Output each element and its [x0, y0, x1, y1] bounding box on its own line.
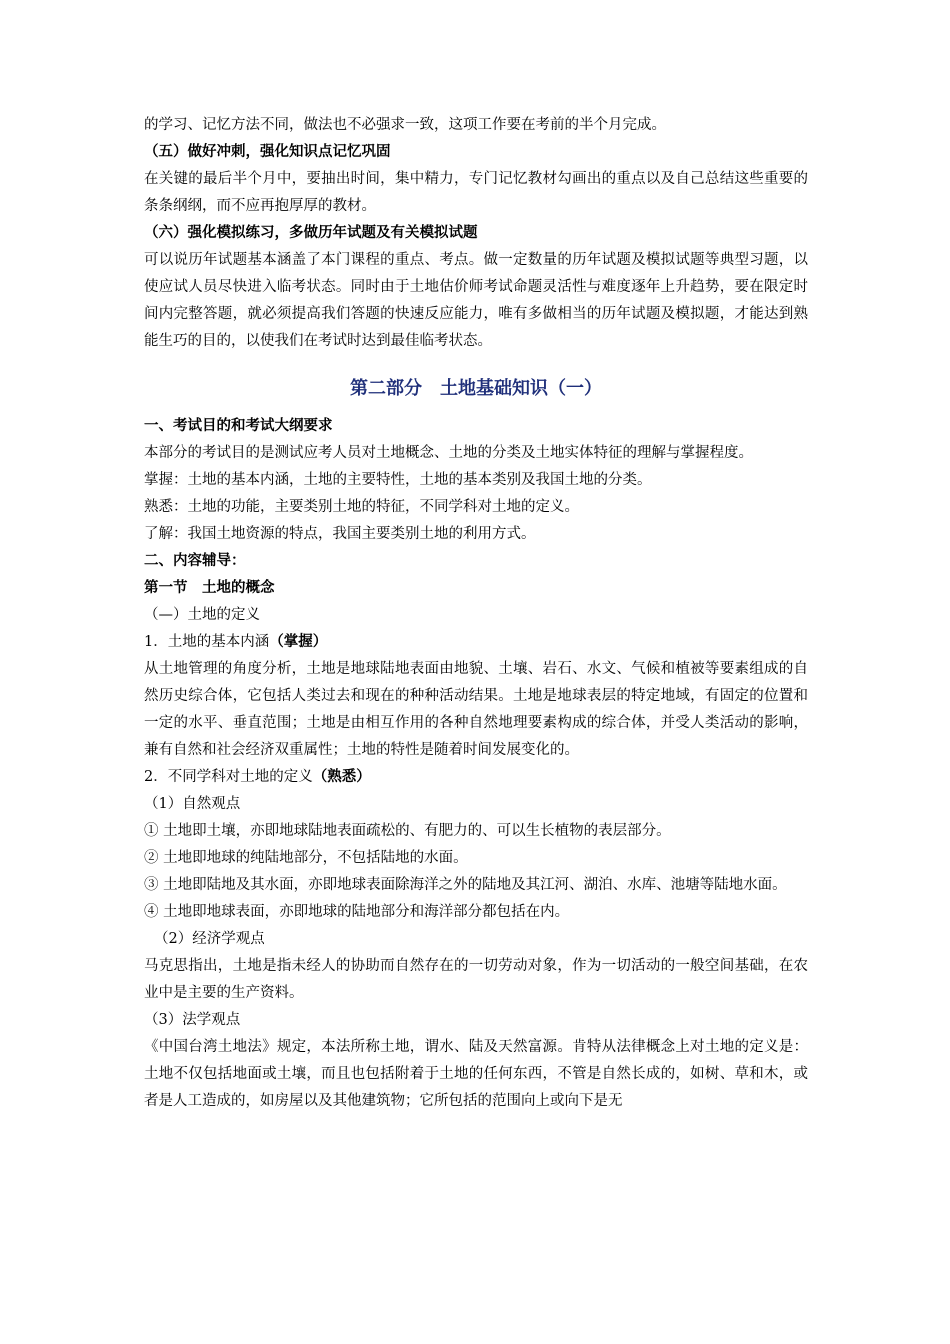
section-heading: 一、考试目的和考试大纲要求	[144, 418, 333, 434]
paragraph: 的学习、记忆方法不同，做法也不必强求一致，这项工作要在考前的半个月完成。	[144, 117, 666, 133]
heading-five: （五）做好冲刺，强化知识点记忆巩固	[144, 144, 391, 160]
viewpoint-heading: （1）自然观点	[144, 796, 241, 812]
item-title: 2．不同学科对土地的定义	[144, 769, 313, 785]
document-page	[144, 112, 808, 1115]
item-heading	[144, 629, 808, 656]
item-heading	[144, 764, 808, 791]
list-item: ④ 土地即地球表面，亦即地球的陆地部分和海洋部分都包括在内。	[144, 904, 570, 920]
requirement-master: 掌握：土地的基本内涵，土地的主要特性，土地的基本类别及我国土地的分类。	[144, 472, 652, 488]
list-item: ② 土地即地球的纯陆地部分，不包括陆地的水面。	[144, 850, 468, 866]
paragraph: 本部分的考试目的是测试应考人员对土地概念、土地的分类及土地实体特征的理解与掌握程度。	[144, 445, 753, 461]
section-heading: 二、内容辅导：	[144, 553, 246, 569]
viewpoint-heading: （3）法学观点	[144, 1012, 241, 1028]
paragraph: 《中国台湾土地法》规定，本法所称土地，谓水、陆及天然富源。肯特从法律概念上对土地的定义是：土地不仅包括地面或土壤，而且也包括附着于土地的任何东西，不管是自然长成的，如树、草和木，或者是人工造成的，如房屋以及其他建筑物；它所包括的范围向上或向下是无	[144, 1039, 808, 1109]
list-item: ③ 土地即陆地及其水面，亦即地球表面除海洋之外的陆地及其江河、湖泊、水库、池塘等陆地水面。	[144, 877, 787, 893]
item-tag: （熟悉）	[312, 769, 371, 785]
item-tag: （掌握）	[269, 634, 328, 650]
heading-six: （六）强化模拟练习，多做历年试题及有关模拟试题	[144, 225, 478, 241]
part-title: 第二部分 土地基础知识（一）	[350, 378, 602, 399]
chapter-heading: 第一节 土地的概念	[144, 580, 275, 596]
requirement-familiar: 熟悉：土地的功能，主要类别土地的特征，不同学科对土地的定义。	[144, 499, 579, 515]
paragraph: 从土地管理的角度分析，土地是地球陆地表面由地貌、土壤、岩石、水文、气候和植被等要素组成的自然历史综合体，它包括人类过去和现在的种种活动结果。土地是地球表层的特定地域，有固定的位置和一定的水平、垂直范围；土地是由相互作用的各种自然地理要素构成的综合体，并受人类活动的影响，兼有自然和社会经济双重属性；土地的特性是随着时间发展变化的。	[144, 661, 808, 758]
paragraph: 可以说历年试题基本涵盖了本门课程的重点、考点。做一定数量的历年试题及模拟试题等典型习题，以使应试人员尽快进入临考状态。同时由于土地估价师考试命题灵活性与难度逐年上升趋势，要在限定时间内完整答题，就必须提高我们答题的快速反应能力，唯有多做相当的历年试题及模拟题，才能达到熟能生巧的目的，以使我们在考试时达到最佳临考状态。	[144, 252, 808, 349]
list-item: ① 土地即土壤，亦即地球陆地表面疏松的、有肥力的、可以生长植物的表层部分。	[144, 823, 671, 839]
paragraph: 马克思指出，土地是指未经人的协助而自然存在的一切劳动对象，作为一切活动的一般空间基础，在农业中是主要的生产资料。	[144, 958, 808, 1001]
subheading: （—）土地的定义	[144, 607, 260, 623]
item-title: 1．土地的基本内涵	[144, 634, 270, 650]
viewpoint-heading: （2）经济学观点	[154, 931, 265, 947]
paragraph: 在关键的最后半个月中，要抽出时间，集中精力，专门记忆教材勾画出的重点以及自己总结这些重要的条条纲纲，而不应再抱厚厚的教材。	[144, 171, 808, 214]
requirement-understand: 了解：我国土地资源的特点，我国主要类别土地的利用方式。	[144, 526, 536, 542]
